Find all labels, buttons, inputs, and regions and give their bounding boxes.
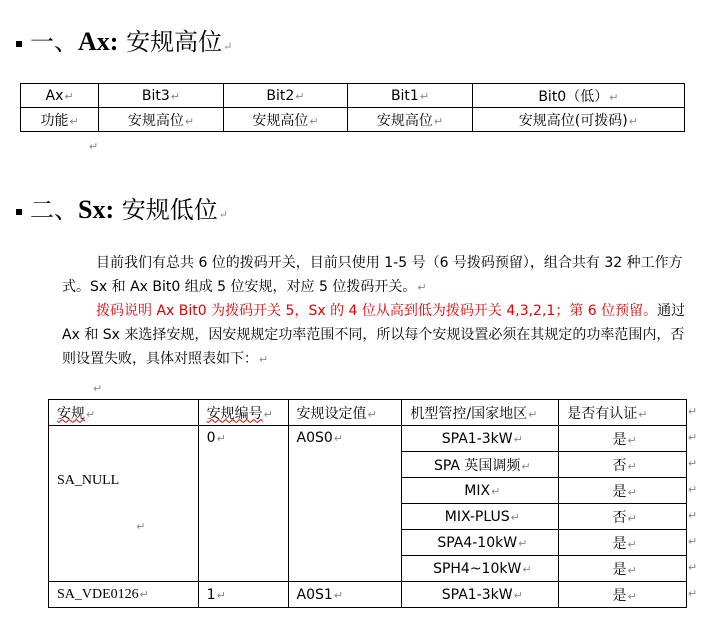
paragraph-mark-icon: ↵ — [218, 208, 228, 221]
row-end-mark-icon: ↵ — [688, 509, 698, 522]
table-row: Ax↵ Bit3↵ Bit2↵ Bit1↵ Bit0（低）↵ — [21, 84, 685, 108]
row-end-mark-icon: ↵ — [688, 535, 698, 548]
table-row: SA_NULL ↵ 0↵ A0S0↵ SPA1-3kW↵ 是↵ — [49, 426, 687, 452]
paragraph-intro: 目前我们有总共 6 位的拨码开关，目前只使用 1-5 号（6 号拨码预留），组合共有 32 种工作方式。Sx 和 Ax Bit0 组成 5 位安规，对应 5 位拨码开关。↵ — [62, 255, 683, 295]
row-end-mark-icon: ↵ — [688, 483, 698, 496]
safety-standard-table — [48, 399, 687, 608]
section-heading-2: 二、Sx: 安规低位↵ — [16, 190, 228, 225]
bullet-icon — [16, 209, 22, 215]
paragraph-mark-icon: ↵ — [93, 382, 103, 395]
table-row: SA_VDE0126↵ 1↵ A0S1↵ SPA1-3kW↵ 是↵ — [49, 582, 687, 608]
paragraph-mark-icon: ↵ — [223, 40, 233, 53]
table-row: SPA 英国调频↵ 否↵ — [49, 452, 687, 478]
table-row: MIX-PLUS↵ 否↵ — [49, 504, 687, 530]
section-heading-1: 一、Ax: 安规高位↵ — [16, 22, 232, 57]
row-end-mark-icon: ↵ — [688, 561, 698, 574]
table-row: 安规↵ 安规编号↵ 安规设定值↵ 机型管控/国家地区↵ 是否有认证↵ — [49, 400, 687, 426]
table-row: SPH4~10kW↵ 是↵ — [49, 556, 687, 582]
table-row: MIX↵ 是↵ — [49, 478, 687, 504]
bullet-icon — [16, 41, 22, 47]
paragraph-dip-note: 拨码说明 Ax Bit0 为拨码开关 5，Sx 的 4 位从高到低为拨码开关 4,3,2,1；第 6 位预留。通过 Ax 和 Sx 来选择安规，因安规规定功率范围不同，所以每个安规设置必须在其规定的功率范围内，否则设置失败，具体对照表如下：↵ — [62, 303, 686, 367]
table-row: 功能↵ 安规高位↵ 安规高位↵ 安规高位↵ 安规高位(可拨码)↵ — [21, 108, 685, 132]
bit-table — [20, 83, 685, 132]
table-row: SPA4-10kW↵ 是↵ — [49, 530, 687, 556]
paragraph-mark-icon: ↵ — [89, 140, 99, 153]
row-end-mark-icon: ↵ — [688, 431, 698, 444]
row-end-mark-icon: ↵ — [688, 457, 698, 470]
row-end-mark-icon: ↵ — [688, 405, 698, 418]
row-end-mark-icon: ↵ — [688, 587, 698, 600]
